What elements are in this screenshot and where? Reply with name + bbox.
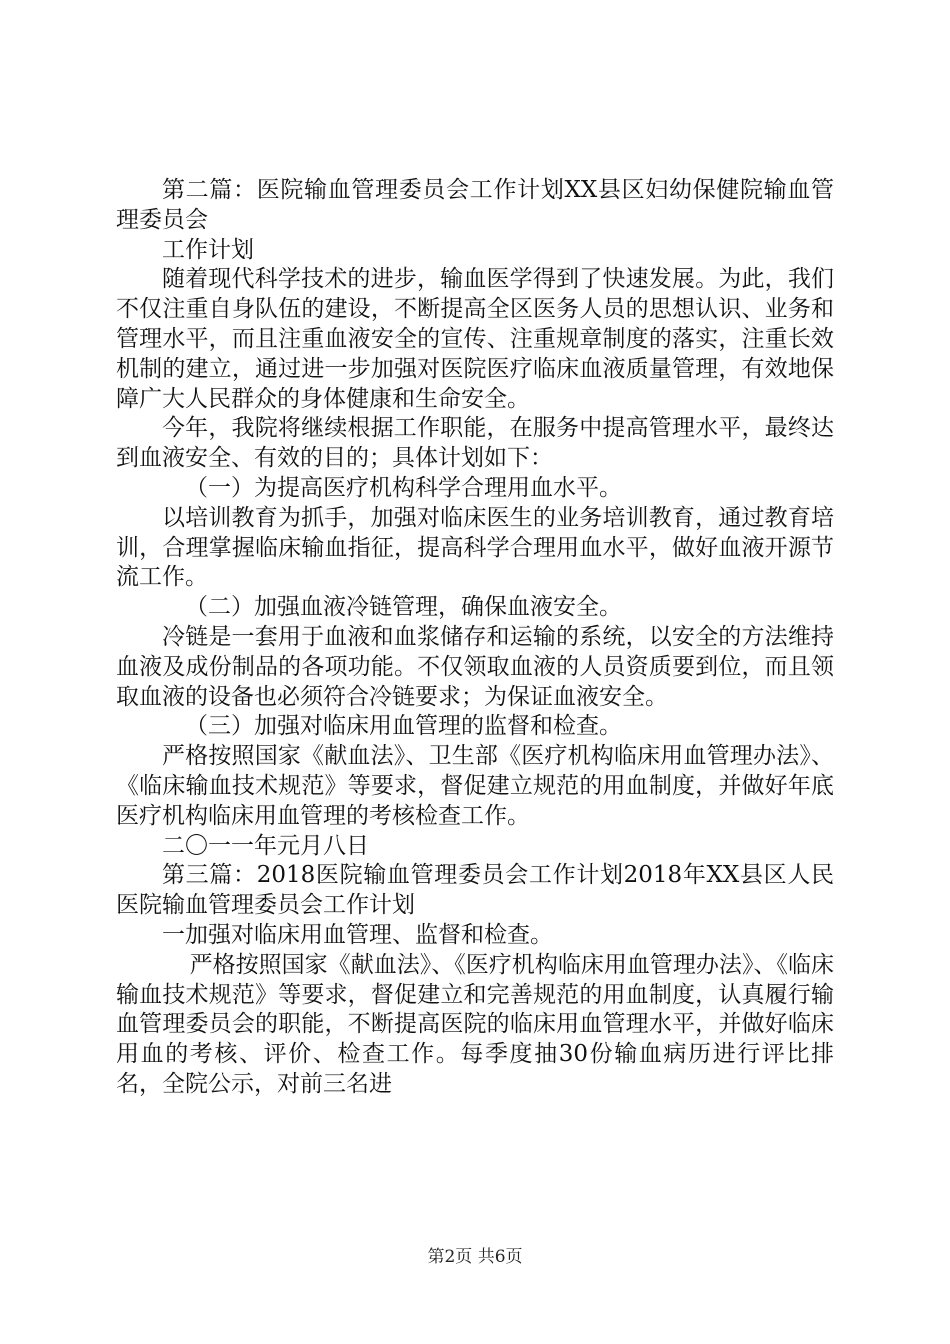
page-footer: 第2页 共6页: [427, 1247, 523, 1267]
paragraph-this-year: 今年，我院将继续根据工作职能，在服务中提高管理水平，最终达到血液安全、有效的目的；具体计划如下：: [116, 415, 834, 472]
paragraph-section3-item-1-heading: 一加强对临床用血管理、监督和检查。: [162, 921, 553, 948]
paragraph-intro: 随着现代科学技术的进步，输血医学得到了快速发展。为此，我们不仅注重自身队伍的建设，不断提高全区医务人员的思想认识、业务和管理水平，而且注重血液安全的宣传、注重规章制度的落实，注重长效机制的建立，通过进一步加强对医院医疗临床血液质量管理，有效地保障广大人民群众的身体健康和生命安全。: [116, 266, 834, 412]
paragraph-work-plan-heading: 工作计划: [162, 236, 254, 263]
paragraph-item-2-body: 冷链是一套用于血液和血浆储存和运输的系统，以安全的方法维持血液及成份制品的各项功能。不仅领取血液的人员资质要到位，而且领取血液的设备也必须符合冷链要求；为保证血液安全。: [116, 623, 834, 710]
paragraph-date: 二〇一一年元月八日: [162, 832, 369, 859]
paragraph-item-1-body: 以培训教育为抓手，加强对临床医生的业务培训教育，通过教育培训，合理掌握临床输血指征，提高科学合理用血水平，做好血液开源节流工作。: [116, 504, 834, 591]
paragraph-section3-title: 第三篇：2018医院输血管理委员会工作计划2018年XX县区人民医院输血管理委员会工作计划: [116, 862, 834, 919]
paragraph-item-3-heading: （三）加强对临床用血管理的监督和检查。: [185, 713, 622, 740]
paragraph-section2-title: 第二篇：医院输血管理委员会工作计划XX县区妇幼保健院输血管理委员会: [116, 177, 834, 233]
paragraph-item-3-body: 严格按照国家《献血法》、卫生部《医疗机构临床用血管理办法》、《临床输血技术规范》等要求，督促建立规范的用血制度，并做好年底医疗机构临床用血管理的考核检查工作。: [116, 743, 834, 829]
document-body: [116, 176, 834, 1100]
paragraph-section3-item-1-body: 严格按照国家《献血法》、《医疗机构临床用血管理办法》、《临床输血技术规范》等要求，督促建立和完善规范的用血制度，认真履行输血管理委员会的职能，不断提高医院的临床用血管理水平，并做好临床用血的考核、评价、检查工作。每季度抽30份输血病历进行评比排名，全院公示，对前三名进: [116, 951, 834, 1097]
paragraph-item-2-heading: （二）加强血液冷链管理，确保血液安全。: [185, 594, 622, 621]
paragraph-item-1-heading: （一）为提高医疗机构科学合理用血水平。: [185, 474, 622, 501]
